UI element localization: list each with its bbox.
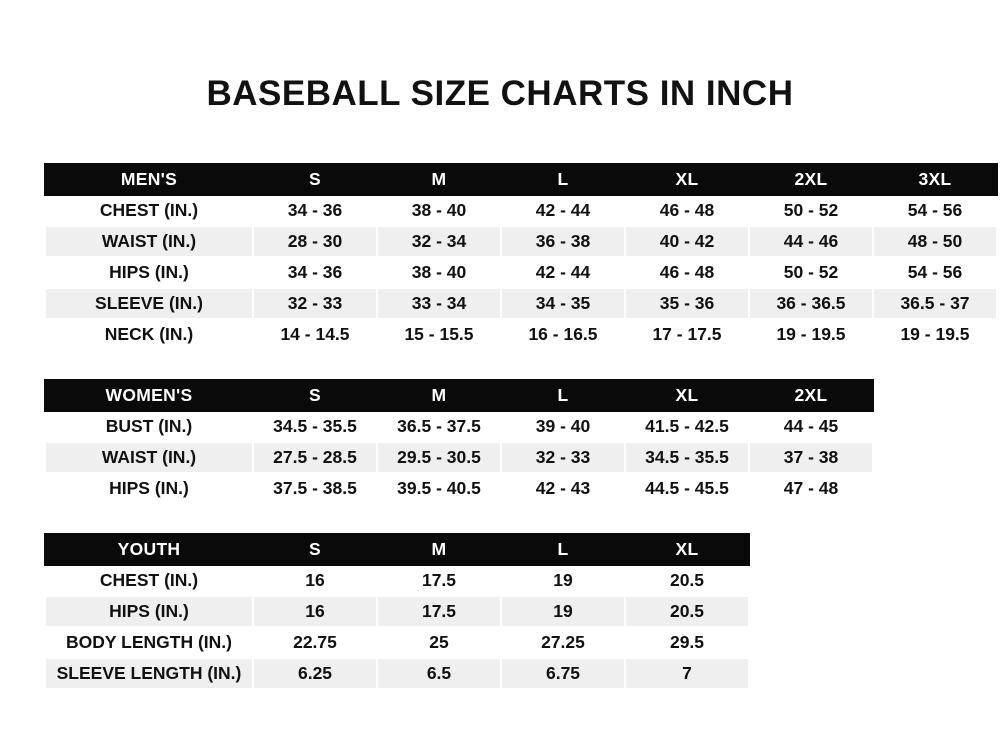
table-header-row <box>45 164 997 195</box>
table-cell: 44 - 46 <box>749 226 873 257</box>
table-cell: 19 <box>501 565 625 596</box>
column-header-xl: XL <box>625 534 749 565</box>
table-cell: 25 <box>377 627 501 658</box>
table-cell: 40 - 42 <box>625 226 749 257</box>
row-label: BUST (IN.) <box>45 411 253 442</box>
column-header-2xl: 2XL <box>749 380 873 411</box>
table-row <box>45 288 997 319</box>
column-header-l: L <box>501 534 625 565</box>
table-cell: 19 <box>501 596 625 627</box>
column-header-3xl: 3XL <box>873 164 997 195</box>
table-row <box>45 565 749 596</box>
table-cell: 15 - 15.5 <box>377 319 501 350</box>
row-label: HIPS (IN.) <box>45 257 253 288</box>
table-cell: 41.5 - 42.5 <box>625 411 749 442</box>
table-cell: 16 - 16.5 <box>501 319 625 350</box>
table-row <box>45 226 997 257</box>
row-label: BODY LENGTH (IN.) <box>45 627 253 658</box>
table-row <box>45 257 997 288</box>
youth-table-header <box>45 534 749 565</box>
column-header-l: L <box>501 164 625 195</box>
row-label: CHEST (IN.) <box>45 565 253 596</box>
table-cell: 42 - 43 <box>501 473 625 504</box>
table-cell: 44.5 - 45.5 <box>625 473 749 504</box>
row-label: CHEST (IN.) <box>45 195 253 226</box>
table-cell: 27.5 - 28.5 <box>253 442 377 473</box>
row-label: NECK (IN.) <box>45 319 253 350</box>
table-cell: 34.5 - 35.5 <box>253 411 377 442</box>
table-cell: 35 - 36 <box>625 288 749 319</box>
mens-table-body <box>45 195 997 350</box>
table-cell: 50 - 52 <box>749 195 873 226</box>
table-cell: 39.5 - 40.5 <box>377 473 501 504</box>
column-header-category: MEN'S <box>45 164 253 195</box>
table-cell: 42 - 44 <box>501 257 625 288</box>
table-cell: 20.5 <box>625 565 749 596</box>
table-row <box>45 411 873 442</box>
table-row <box>45 473 873 504</box>
table-row <box>45 319 997 350</box>
row-label: SLEEVE (IN.) <box>45 288 253 319</box>
table-cell: 6.75 <box>501 658 625 689</box>
table-cell: 34 - 36 <box>253 195 377 226</box>
table-cell: 50 - 52 <box>749 257 873 288</box>
table-cell: 32 - 34 <box>377 226 501 257</box>
column-header-s: S <box>253 164 377 195</box>
row-label: WAIST (IN.) <box>45 226 253 257</box>
row-label: HIPS (IN.) <box>45 473 253 504</box>
table-cell: 6.25 <box>253 658 377 689</box>
table-cell: 29.5 - 30.5 <box>377 442 501 473</box>
size-tables-container <box>0 163 1000 690</box>
table-cell: 38 - 40 <box>377 195 501 226</box>
table-cell: 37.5 - 38.5 <box>253 473 377 504</box>
womens-table-body <box>45 411 873 504</box>
table-row <box>45 442 873 473</box>
table-cell: 38 - 40 <box>377 257 501 288</box>
column-header-xl: XL <box>625 380 749 411</box>
column-header-category: WOMEN'S <box>45 380 253 411</box>
table-row <box>45 195 997 226</box>
youth-size-table <box>44 533 750 690</box>
column-header-xl: XL <box>625 164 749 195</box>
table-cell: 54 - 56 <box>873 195 997 226</box>
table-cell: 36.5 - 37.5 <box>377 411 501 442</box>
table-cell: 36 - 38 <box>501 226 625 257</box>
table-cell: 27.25 <box>501 627 625 658</box>
table-cell: 36 - 36.5 <box>749 288 873 319</box>
table-cell: 20.5 <box>625 596 749 627</box>
table-cell: 19 - 19.5 <box>749 319 873 350</box>
womens-table-header <box>45 380 873 411</box>
column-header-s: S <box>253 380 377 411</box>
column-header-2xl: 2XL <box>749 164 873 195</box>
table-cell: 36.5 - 37 <box>873 288 997 319</box>
table-cell: 34.5 - 35.5 <box>625 442 749 473</box>
column-header-m: M <box>377 380 501 411</box>
table-cell: 29.5 <box>625 627 749 658</box>
table-cell: 16 <box>253 596 377 627</box>
table-cell: 28 - 30 <box>253 226 377 257</box>
table-cell: 37 - 38 <box>749 442 873 473</box>
table-cell: 17 - 17.5 <box>625 319 749 350</box>
table-cell: 46 - 48 <box>625 195 749 226</box>
column-header-s: S <box>253 534 377 565</box>
column-header-m: M <box>377 164 501 195</box>
row-label: HIPS (IN.) <box>45 596 253 627</box>
table-cell: 48 - 50 <box>873 226 997 257</box>
row-label: SLEEVE LENGTH (IN.) <box>45 658 253 689</box>
table-cell: 7 <box>625 658 749 689</box>
table-cell: 32 - 33 <box>501 442 625 473</box>
youth-table-body <box>45 565 749 689</box>
table-cell: 34 - 36 <box>253 257 377 288</box>
column-header-m: M <box>377 534 501 565</box>
row-label: WAIST (IN.) <box>45 442 253 473</box>
mens-size-table <box>44 163 998 351</box>
table-cell: 47 - 48 <box>749 473 873 504</box>
column-header-l: L <box>501 380 625 411</box>
table-cell: 54 - 56 <box>873 257 997 288</box>
table-cell: 33 - 34 <box>377 288 501 319</box>
table-cell: 42 - 44 <box>501 195 625 226</box>
column-header-category: YOUTH <box>45 534 253 565</box>
womens-size-table <box>44 379 874 505</box>
table-cell: 17.5 <box>377 596 501 627</box>
table-cell: 16 <box>253 565 377 596</box>
table-cell: 14 - 14.5 <box>253 319 377 350</box>
table-cell: 46 - 48 <box>625 257 749 288</box>
page-title: BASEBALL SIZE CHARTS IN INCH <box>206 74 794 113</box>
table-cell: 22.75 <box>253 627 377 658</box>
table-cell: 19 - 19.5 <box>873 319 997 350</box>
table-cell: 34 - 35 <box>501 288 625 319</box>
mens-table-header <box>45 164 997 195</box>
table-row <box>45 658 749 689</box>
table-cell: 39 - 40 <box>501 411 625 442</box>
table-header-row <box>45 380 873 411</box>
table-header-row <box>45 534 749 565</box>
table-cell: 32 - 33 <box>253 288 377 319</box>
table-cell: 6.5 <box>377 658 501 689</box>
table-row <box>45 596 749 627</box>
table-row <box>45 627 749 658</box>
table-cell: 17.5 <box>377 565 501 596</box>
table-cell: 44 - 45 <box>749 411 873 442</box>
